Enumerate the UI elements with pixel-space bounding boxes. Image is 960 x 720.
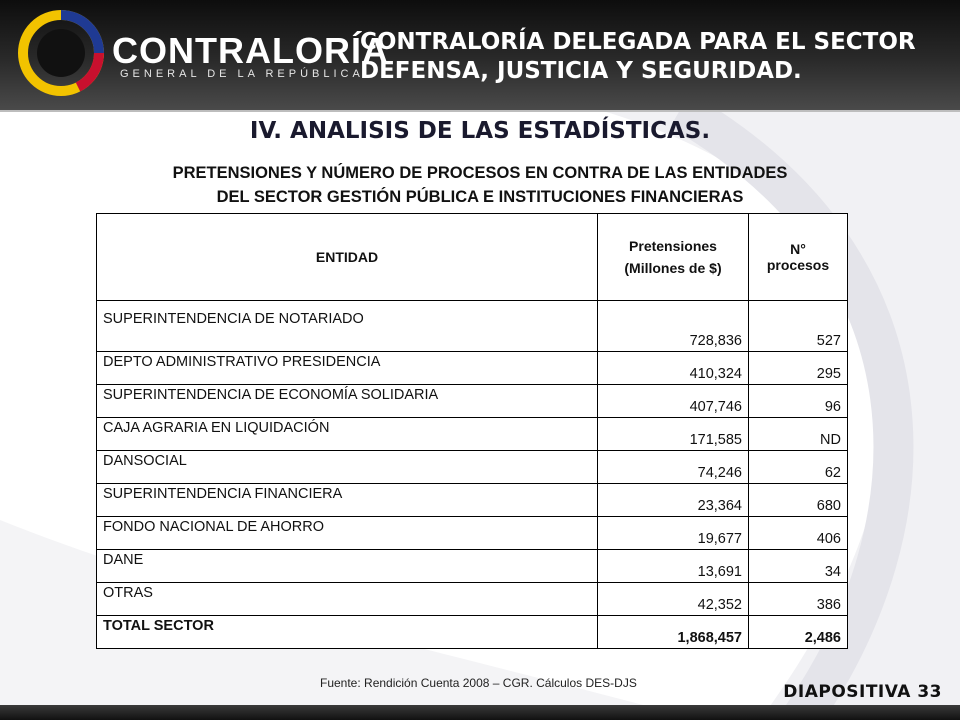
- table-total-row: [97, 616, 848, 649]
- header-title-line1: CONTRALORÍA DELEGADA PARA EL SECTOR: [360, 29, 916, 55]
- header-pretensiones: [598, 214, 749, 301]
- procesos-value: 34: [749, 550, 848, 583]
- contraloria-logo-icon: [18, 10, 104, 96]
- entity-name: OTRAS: [97, 583, 598, 616]
- procesos-value: 527: [749, 301, 848, 352]
- pretensiones-value: 728,836: [598, 301, 749, 352]
- entity-name: SUPERINTENDENCIA FINANCIERA: [97, 484, 598, 517]
- footer-bar: [0, 705, 960, 720]
- table-row: [97, 484, 848, 517]
- table-row: [97, 583, 848, 616]
- total-label: TOTAL SECTOR: [97, 616, 598, 649]
- pretensiones-value: 171,585: [598, 418, 749, 451]
- table-row: [97, 352, 848, 385]
- entity-name: DANE: [97, 550, 598, 583]
- table-row: [97, 550, 848, 583]
- subtitle-line1: PRETENSIONES Y NÚMERO DE PROCESOS EN CONTRA DE LAS ENTIDADES: [172, 164, 788, 182]
- procesos-value: 295: [749, 352, 848, 385]
- brand-subtitle: GENERAL DE LA REPÚBLICA: [120, 68, 364, 80]
- total-pretensiones: 1,868,457: [598, 616, 749, 649]
- entity-name: SUPERINTENDENCIA DE NOTARIADO: [97, 301, 598, 352]
- section-title: IV. ANALISIS DE LAS ESTADÍSTICAS.: [249, 118, 711, 144]
- table-row: [97, 418, 848, 451]
- header-procesos-line1: N°: [790, 241, 806, 257]
- procesos-value: 680: [749, 484, 848, 517]
- entity-name: SUPERINTENDENCIA DE ECONOMÍA SOLIDARIA: [97, 385, 598, 418]
- slide-number: DIAPOSITIVA 33: [783, 682, 942, 702]
- procesos-value: ND: [749, 418, 848, 451]
- procesos-value: 386: [749, 583, 848, 616]
- table-header-row: [97, 214, 848, 301]
- header-entidad: ENTIDAD: [97, 214, 598, 301]
- header-procesos: [749, 214, 848, 301]
- table-row: [97, 385, 848, 418]
- statistics-table: [96, 213, 848, 649]
- pretensiones-value: 407,746: [598, 385, 749, 418]
- table-subtitle: [0, 161, 960, 209]
- entity-name: FONDO NACIONAL DE AHORRO: [97, 517, 598, 550]
- pretensiones-value: 19,677: [598, 517, 749, 550]
- procesos-value: 406: [749, 517, 848, 550]
- pretensiones-value: 42,352: [598, 583, 749, 616]
- header-pretensiones-line2: (Millones de $): [624, 260, 722, 276]
- pretensiones-value: 13,691: [598, 550, 749, 583]
- entity-name: DANSOCIAL: [97, 451, 598, 484]
- header-bar: [0, 0, 960, 112]
- table-row: [97, 301, 848, 352]
- procesos-value: 96: [749, 385, 848, 418]
- total-procesos: 2,486: [749, 616, 848, 649]
- pretensiones-value: 74,246: [598, 451, 749, 484]
- source-note: Fuente: Rendición Cuenta 2008 – CGR. Cálculos DES-DJS: [320, 676, 637, 690]
- entity-name: CAJA AGRARIA EN LIQUIDACIÓN: [97, 418, 598, 451]
- table-row: [97, 517, 848, 550]
- header-title: [360, 28, 950, 86]
- subtitle-line2: DEL SECTOR GESTIÓN PÚBLICA E INSTITUCIONES FINANCIERAS: [216, 188, 744, 206]
- pretensiones-value: 23,364: [598, 484, 749, 517]
- table-row: [97, 451, 848, 484]
- procesos-value: 62: [749, 451, 848, 484]
- brand-name: CONTRALORÍA: [112, 30, 389, 71]
- header-pretensiones-line1: Pretensiones: [629, 238, 717, 254]
- entity-name: DEPTO ADMINISTRATIVO PRESIDENCIA: [97, 352, 598, 385]
- pretensiones-value: 410,324: [598, 352, 749, 385]
- header-title-line2: DEFENSA, JUSTICIA Y SEGURIDAD.: [360, 58, 802, 84]
- header-procesos-line2: procesos: [766, 257, 830, 273]
